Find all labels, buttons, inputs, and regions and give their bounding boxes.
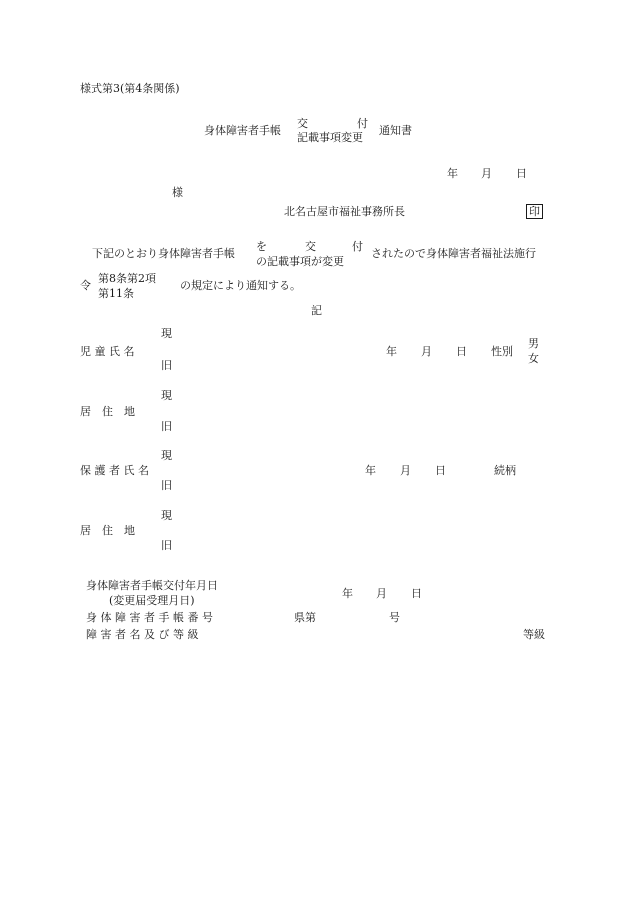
addressee-honorific: 様 bbox=[172, 186, 183, 199]
body-wo: を bbox=[256, 240, 267, 253]
issue-date-sublabel: (変更届受理月日) bbox=[109, 594, 195, 607]
child-label: 児 童 氏 名 bbox=[80, 345, 135, 358]
guardian-year: 年 bbox=[365, 464, 376, 477]
child-month: 月 bbox=[421, 345, 432, 358]
form-number: 様式第3(第4条関係) bbox=[80, 82, 180, 95]
disability-grade: 等級 bbox=[523, 628, 545, 641]
body-change: の記載事項が変更 bbox=[256, 255, 344, 268]
residence1-label: 居 住 地 bbox=[80, 405, 135, 418]
notebook-number-suffix: 号 bbox=[389, 611, 400, 624]
notebook-number-label: 身 体 障 害 者 手 帳 番 号 bbox=[86, 611, 213, 624]
disability-label: 障 害 者 名 及 び 等 級 bbox=[86, 628, 199, 641]
body-line1-prefix: 下記のとおり身体障害者手帳 bbox=[92, 247, 235, 260]
body-line1-suffix: されたので身体障害者福祉法施行 bbox=[371, 247, 536, 260]
issuer-name: 北名古屋市福祉事務所長 bbox=[284, 205, 405, 218]
issue-date-month: 月 bbox=[376, 587, 387, 600]
body-article-b: 第11条 bbox=[98, 287, 134, 300]
date-year: 年 bbox=[447, 167, 458, 180]
residence1-former: 旧 bbox=[161, 420, 172, 433]
residence2-label: 居 住 地 bbox=[80, 524, 135, 537]
residence2-current: 現 bbox=[161, 509, 172, 522]
issuer-seal: 印 bbox=[526, 204, 543, 219]
notebook-number-prefix: 県第 bbox=[294, 611, 316, 624]
issue-date-year: 年 bbox=[342, 587, 353, 600]
guardian-label: 保 護 者 氏 名 bbox=[80, 464, 149, 477]
residence1-current: 現 bbox=[161, 389, 172, 402]
body-rei: 令 bbox=[80, 279, 91, 292]
child-sex-label: 性別 bbox=[491, 345, 513, 358]
child-male: 男 bbox=[528, 337, 539, 350]
body-line2-suffix: の規定により通知する。 bbox=[180, 279, 301, 292]
body-article-a: 第8条第2項 bbox=[98, 272, 156, 285]
date-day: 日 bbox=[516, 167, 527, 180]
guardian-month: 月 bbox=[400, 464, 411, 477]
guardian-current: 現 bbox=[161, 449, 172, 462]
child-female: 女 bbox=[528, 352, 539, 365]
child-current: 現 bbox=[161, 327, 172, 340]
child-year: 年 bbox=[386, 345, 397, 358]
body-issue-b: 付 bbox=[352, 240, 363, 253]
issue-date-day: 日 bbox=[411, 587, 422, 600]
ki-heading: 記 bbox=[311, 304, 322, 317]
title-issue-b: 付 bbox=[357, 117, 368, 130]
title-main: 身体障害者手帳 bbox=[204, 124, 281, 137]
title-suffix: 通知書 bbox=[379, 124, 412, 137]
guardian-former: 旧 bbox=[161, 479, 172, 492]
child-former: 旧 bbox=[161, 359, 172, 372]
body-issue-a: 交 bbox=[305, 240, 316, 253]
issue-date-label: 身体障害者手帳交付年月日 bbox=[86, 579, 218, 592]
title-change: 記載事項変更 bbox=[297, 131, 363, 144]
title-issue-a: 交 bbox=[297, 117, 308, 130]
guardian-relation: 続柄 bbox=[494, 464, 516, 477]
guardian-day: 日 bbox=[435, 464, 446, 477]
child-day: 日 bbox=[456, 345, 467, 358]
residence2-former: 旧 bbox=[161, 539, 172, 552]
date-month: 月 bbox=[481, 167, 492, 180]
